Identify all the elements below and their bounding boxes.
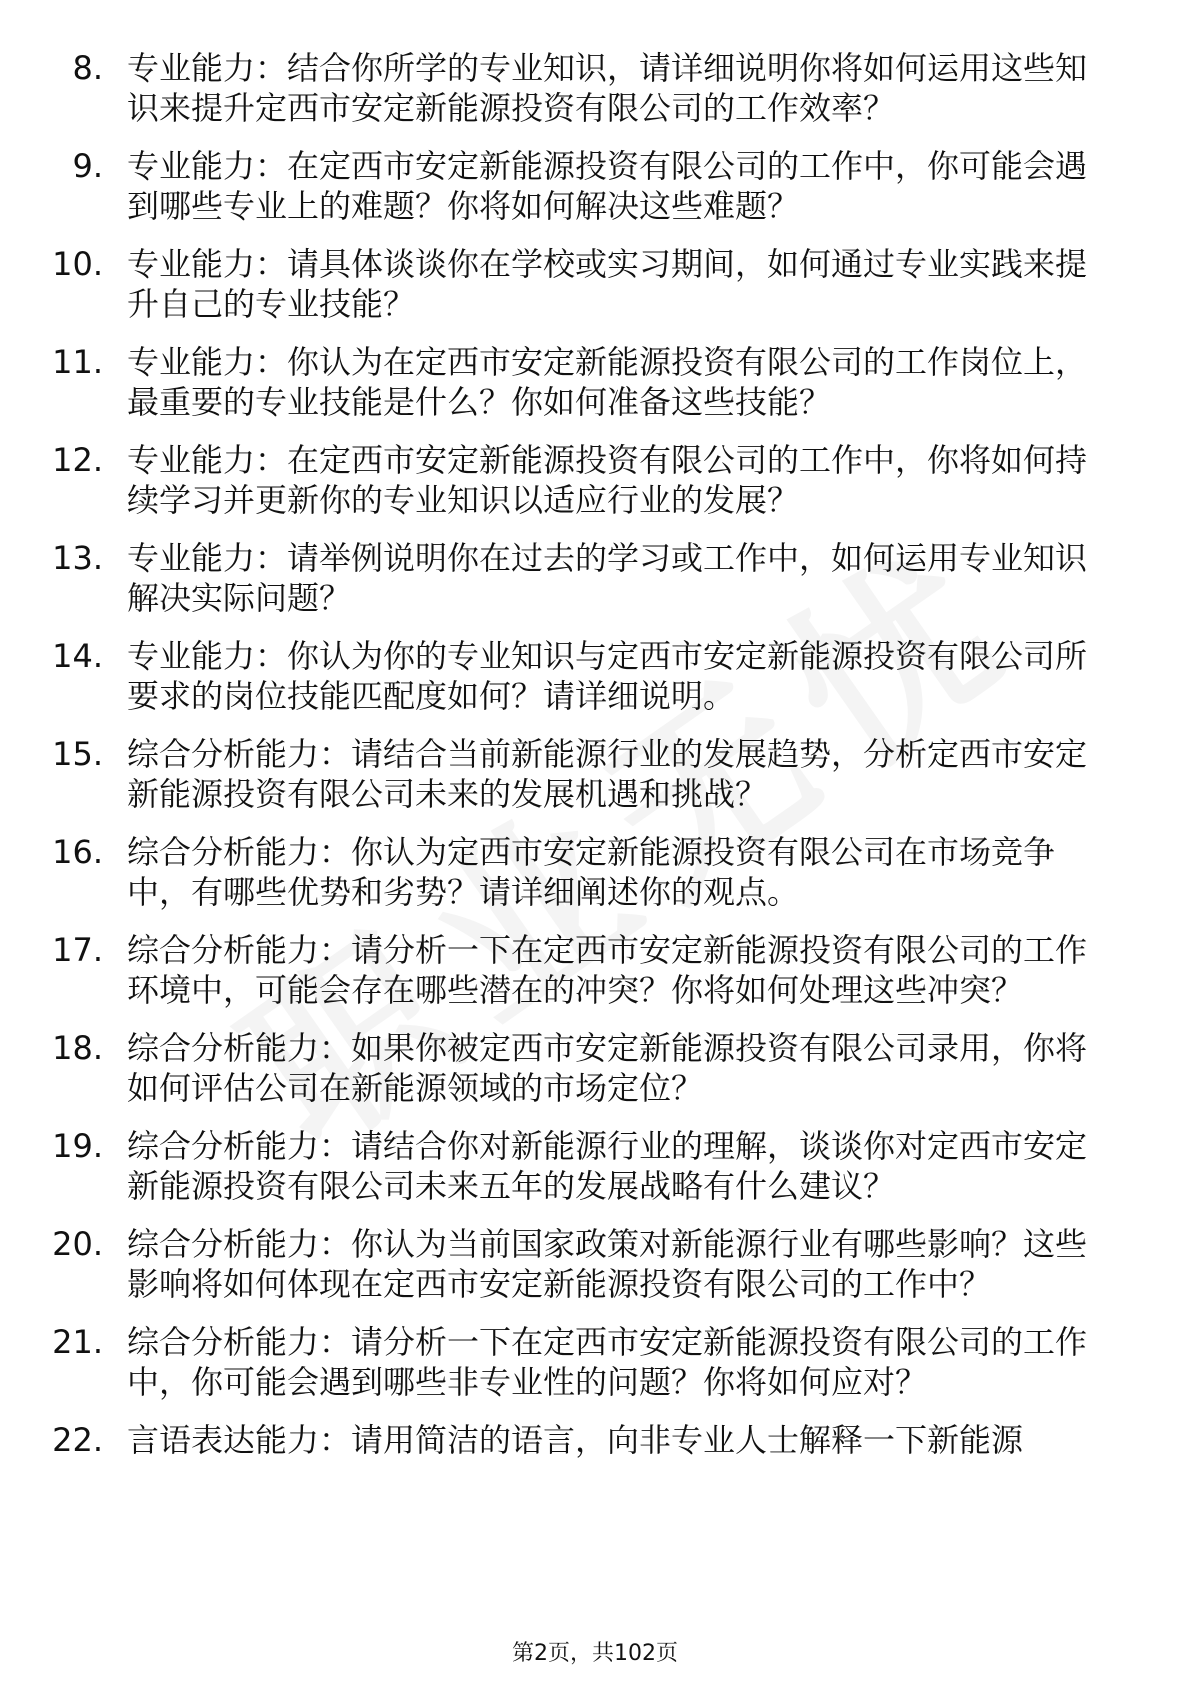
question-number: 21.: [52, 1323, 103, 1361]
question-item: [0, 734, 1190, 814]
question-text: 综合分析能力：请结合你对新能源行业的理解，谈谈你对定西市安定新能源投资有限公司未来五年的发展战略有什么建议？: [127, 1127, 1088, 1205]
question-item: [0, 48, 1190, 128]
question-text: 综合分析能力：你认为当前国家政策对新能源行业有哪些影响？这些影响将如何体现在定西市安定新能源投资有限公司的工作中？: [127, 1225, 1088, 1303]
question-text: 专业能力：结合你所学的专业知识，请详细说明你将如何运用这些知识来提升定西市安定新能源投资有限公司的工作效率？: [127, 49, 1088, 127]
question-item: [0, 636, 1190, 716]
question-item: [0, 1420, 1190, 1460]
question-item: [0, 930, 1190, 1010]
question-number: 10.: [52, 245, 103, 283]
question-text: 专业能力：在定西市安定新能源投资有限公司的工作中，你可能会遇到哪些专业上的难题？你将如何解决这些难题？: [127, 147, 1088, 225]
question-number: 9.: [72, 147, 103, 185]
question-item: [0, 440, 1190, 520]
question-number: 14.: [52, 637, 103, 675]
question-item: [0, 1028, 1190, 1108]
question-number: 12.: [52, 441, 103, 479]
question-number: 19.: [52, 1127, 103, 1165]
question-text: 综合分析能力：如果你被定西市安定新能源投资有限公司录用，你将如何评估公司在新能源领域的市场定位？: [127, 1029, 1088, 1107]
question-number: 16.: [52, 833, 103, 871]
question-text: 言语表达能力：请用简洁的语言，向非专业人士解释一下新能源: [127, 1421, 1024, 1459]
question-text: 综合分析能力：你认为定西市安定新能源投资有限公司在市场竞争中，有哪些优势和劣势？请详细阐述你的观点。: [127, 833, 1056, 911]
question-text: 专业能力：你认为你的专业知识与定西市安定新能源投资有限公司所要求的岗位技能匹配度如何？请详细说明。: [127, 637, 1088, 715]
question-text: 综合分析能力：请分析一下在定西市安定新能源投资有限公司的工作中，你可能会遇到哪些非专业性的问题？你将如何应对？: [127, 1323, 1088, 1401]
question-text: 专业能力：你认为在定西市安定新能源投资有限公司的工作岗位上，最重要的专业技能是什么？你如何准备这些技能？: [127, 343, 1088, 421]
question-item: [0, 146, 1190, 226]
question-list: [0, 48, 1190, 1478]
question-text: 综合分析能力：请结合当前新能源行业的发展趋势，分析定西市安定新能源投资有限公司未来的发展机遇和挑战？: [127, 735, 1088, 813]
question-item: [0, 342, 1190, 422]
question-number: 22.: [52, 1421, 103, 1459]
question-item: [0, 1126, 1190, 1206]
question-number: 17.: [52, 931, 103, 969]
question-number: 20.: [52, 1225, 103, 1263]
question-number: 15.: [52, 735, 103, 773]
question-item: [0, 1224, 1190, 1304]
question-number: 8.: [72, 49, 103, 87]
question-number: 11.: [52, 343, 103, 381]
question-text: 综合分析能力：请分析一下在定西市安定新能源投资有限公司的工作环境中，可能会存在哪些潜在的冲突？你将如何处理这些冲突？: [127, 931, 1088, 1009]
question-text: 专业能力：请具体谈谈你在学校或实习期间，如何通过专业实践来提升自己的专业技能？: [127, 245, 1088, 323]
question-text: 专业能力：请举例说明你在过去的学习或工作中，如何运用专业知识解决实际问题？: [127, 539, 1088, 617]
question-number: 18.: [52, 1029, 103, 1067]
page-footer: 第2页，共102页: [512, 1641, 678, 1666]
question-item: [0, 244, 1190, 324]
question-item: [0, 1322, 1190, 1402]
question-item: [0, 832, 1190, 912]
question-item: [0, 538, 1190, 618]
question-text: 专业能力：在定西市安定新能源投资有限公司的工作中，你将如何持续学习并更新你的专业知识以适应行业的发展？: [127, 441, 1088, 519]
question-number: 13.: [52, 539, 103, 577]
